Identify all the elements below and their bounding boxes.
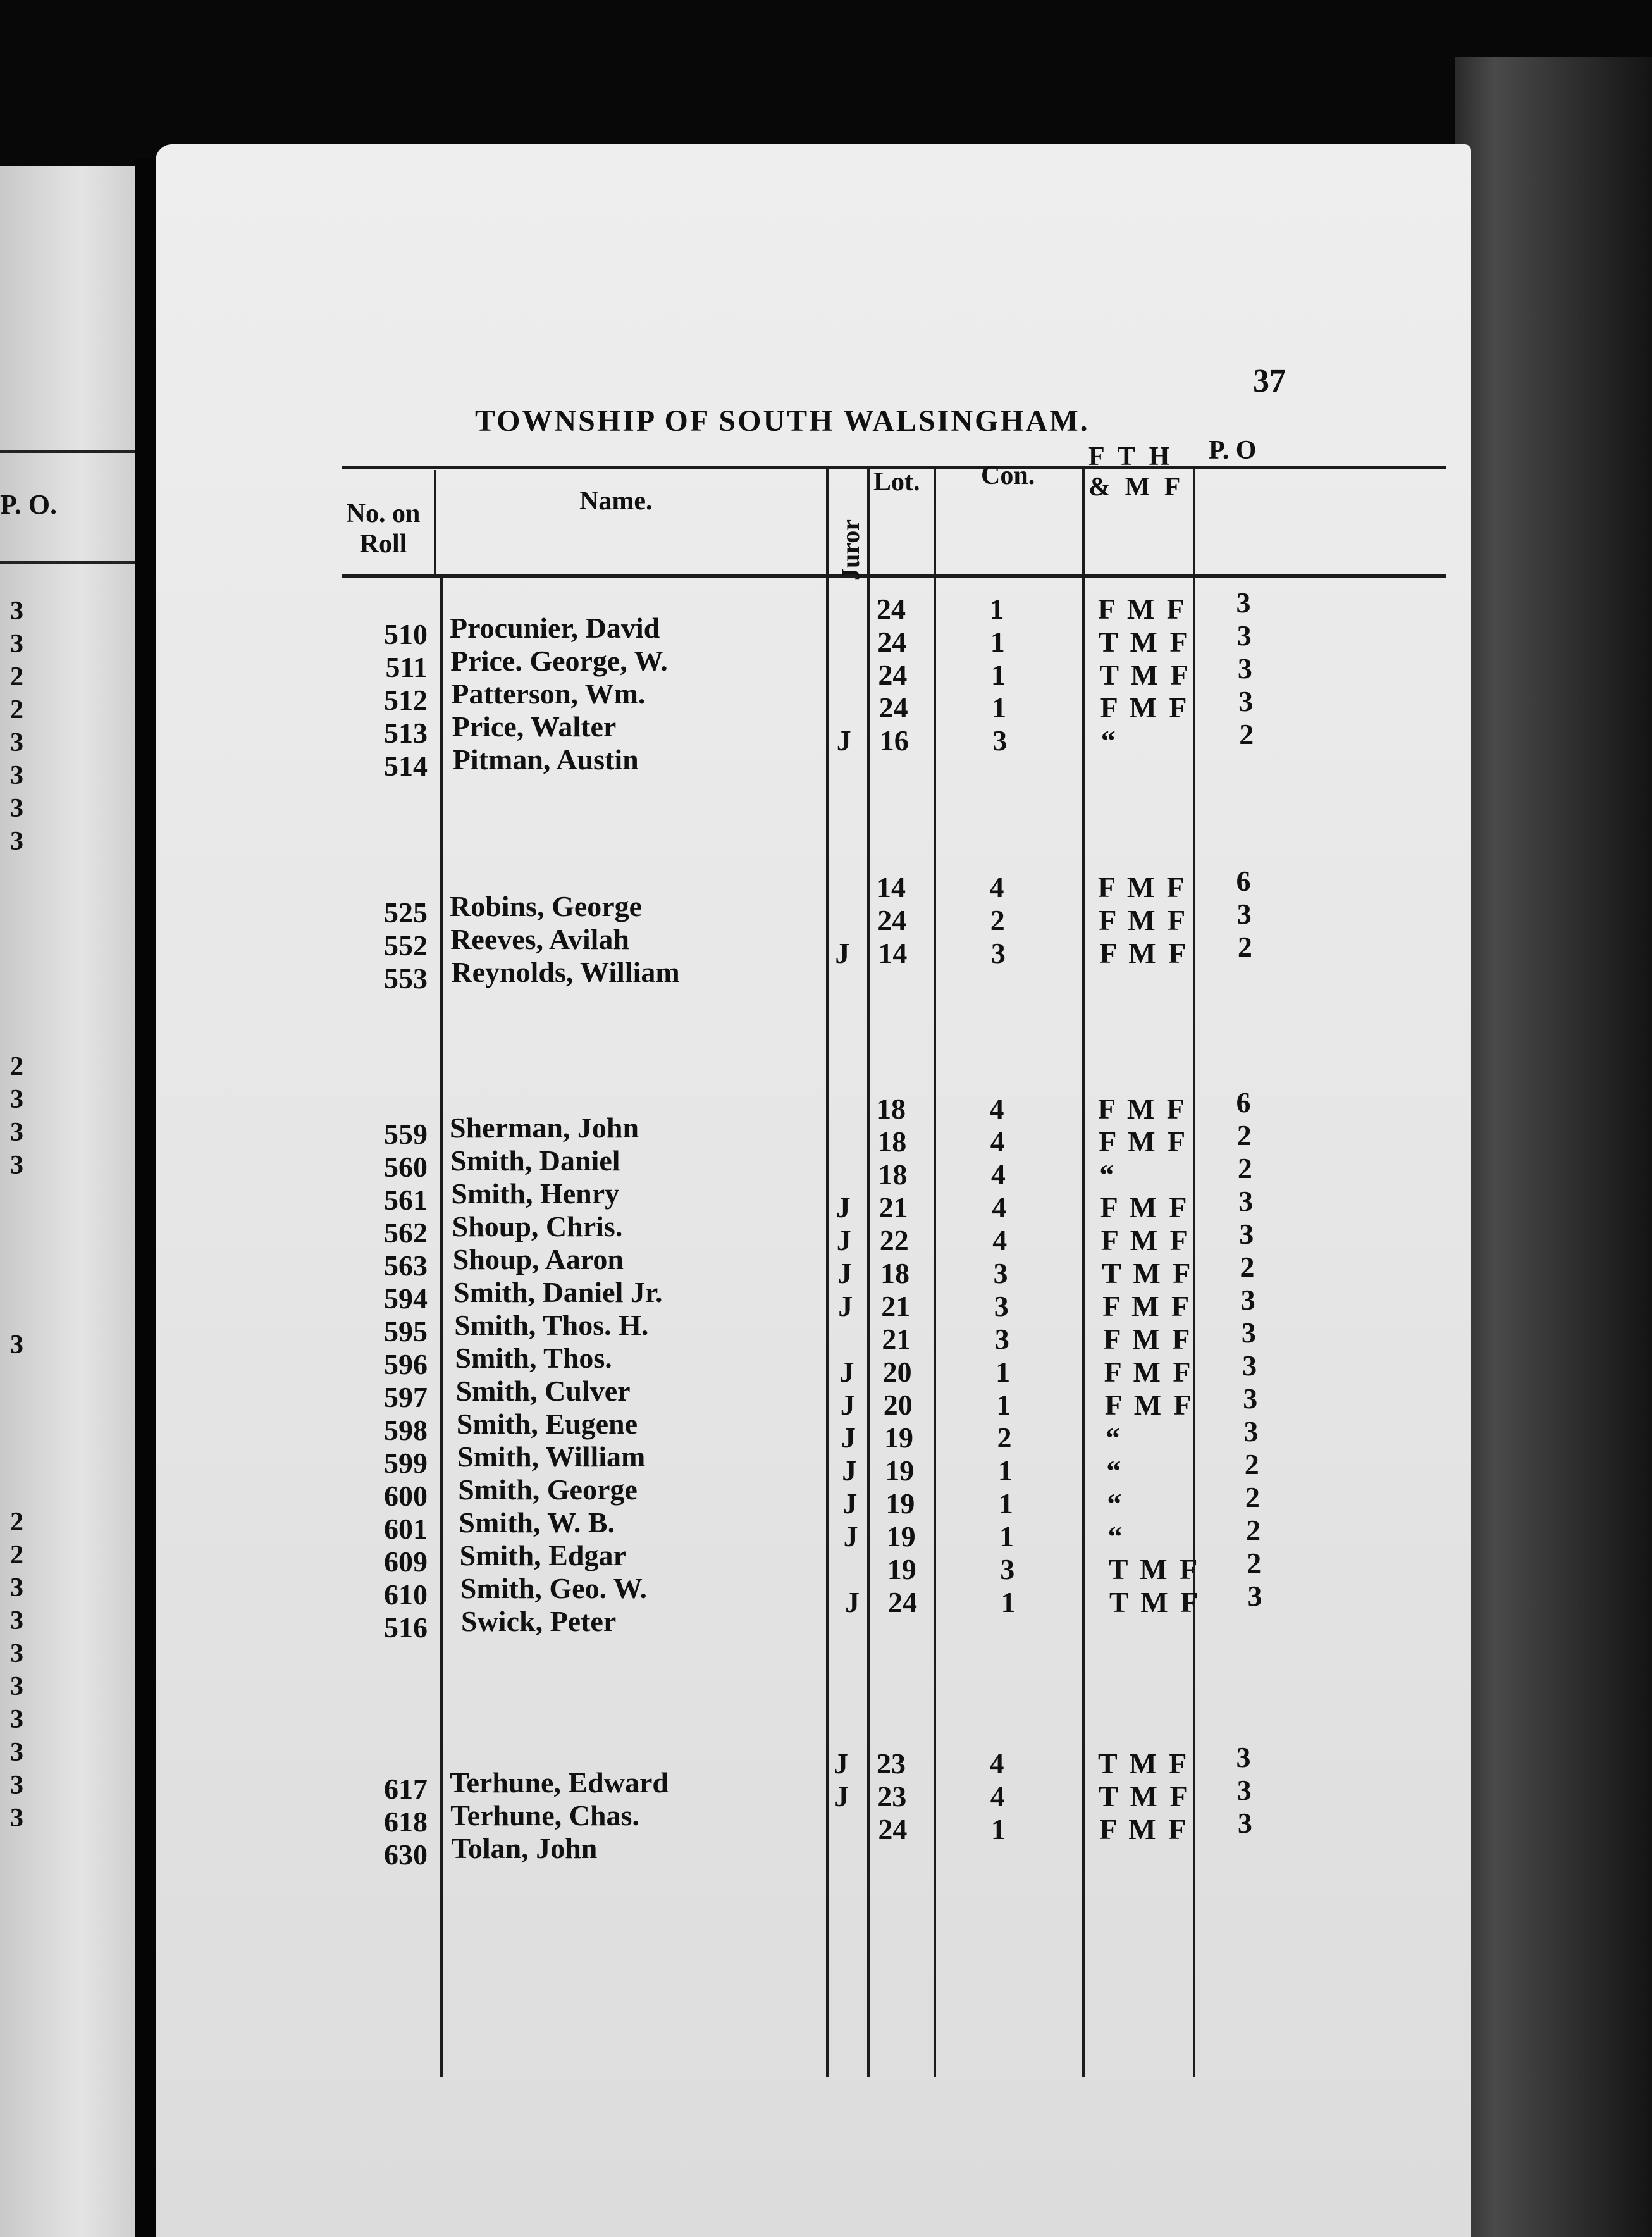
ft-left-divider: [1082, 467, 1085, 2077]
roll-number: 618: [384, 1806, 428, 1838]
lot-number: 20: [882, 1356, 912, 1388]
header-juror: Juror: [836, 519, 865, 581]
juror-mark: J: [839, 1356, 854, 1388]
header-con: Con.: [981, 461, 1035, 490]
po-number: 3: [1236, 1741, 1251, 1773]
left-rule-top: [0, 450, 135, 453]
roll-number: 525: [384, 896, 428, 929]
lot-number: 21: [882, 1323, 911, 1355]
concession-number: 3: [992, 724, 1008, 757]
entry-name: Reeves, Avilah: [450, 923, 629, 955]
ft-status: F M F: [1104, 1356, 1193, 1388]
header-ft: F T H & M F: [1088, 442, 1185, 502]
ft-status: T M F: [1108, 1553, 1200, 1585]
po-number: 2: [1237, 1152, 1252, 1184]
concession-number: 4: [990, 1125, 1005, 1158]
entry-name: Shoup, Aaron: [452, 1243, 624, 1275]
concession-number: 1: [999, 1520, 1014, 1552]
juror-mark: J: [836, 724, 851, 757]
concession-number: 1: [996, 1356, 1011, 1388]
po-number: 2: [1246, 1514, 1261, 1546]
entry-name: Terhune, Edward: [450, 1766, 669, 1799]
ft-status: F M F: [1100, 691, 1190, 724]
lot-number: 24: [888, 1586, 917, 1618]
po-number: 6: [1236, 1086, 1251, 1118]
concession-number: 1: [990, 626, 1005, 658]
lot-number: 18: [880, 1257, 909, 1289]
page-number: 37: [1253, 363, 1286, 399]
lot-number: 16: [879, 724, 909, 757]
entry-name: Sherman, John: [450, 1112, 639, 1144]
left-po-value: 3: [10, 1738, 23, 1767]
po-number: 3: [1236, 586, 1251, 619]
left-po-value: 3: [10, 827, 23, 856]
po-number: 3: [1247, 1580, 1262, 1612]
ft-status: T M F: [1098, 1747, 1190, 1780]
roll-number: 630: [384, 1838, 428, 1871]
juror-mark: J: [834, 1780, 849, 1813]
ft-status: “: [1107, 1520, 1125, 1552]
left-po-header: P. O.: [0, 489, 58, 520]
left-po-value: 3: [10, 1705, 23, 1734]
po-number: 2: [1239, 718, 1254, 750]
ft-status: F M F: [1098, 593, 1187, 625]
ft-status: “: [1107, 1487, 1125, 1520]
po-number: 3: [1241, 1317, 1256, 1349]
lot-number: 24: [877, 626, 907, 658]
roll-number: 617: [384, 1773, 428, 1805]
left-po-value: 3: [10, 629, 23, 659]
roll-number: 560: [384, 1151, 428, 1183]
ft-status: F M F: [1098, 1093, 1187, 1125]
ft-status: F M F: [1099, 937, 1189, 969]
lot-number: 23: [877, 1747, 906, 1780]
concession-number: 4: [989, 1747, 1004, 1780]
po-number: 3: [1243, 1415, 1259, 1447]
lot-number: 18: [878, 1158, 908, 1191]
concession-number: 2: [990, 904, 1005, 936]
entry-name: Robins, George: [450, 890, 643, 922]
lot-number: 24: [878, 1813, 908, 1845]
roll-number: 559: [384, 1118, 428, 1150]
header-po: P. O: [1209, 436, 1257, 465]
po-number: 2: [1237, 931, 1252, 963]
entry-name: Swick, Peter: [461, 1605, 617, 1637]
lot-number: 19: [887, 1553, 916, 1585]
po-number: 3: [1243, 1382, 1258, 1415]
ft-status: F M F: [1098, 871, 1187, 903]
lot-number: 18: [877, 1125, 907, 1158]
concession-number: 1: [1001, 1586, 1016, 1618]
lot-number: 19: [886, 1520, 916, 1552]
lot-number: 20: [883, 1389, 913, 1421]
juror-mark: J: [834, 1747, 848, 1780]
entry-name: Patterson, Wm.: [451, 678, 646, 710]
book-cover-edge: [1455, 57, 1652, 2237]
roll-number: 596: [384, 1348, 428, 1380]
ft-status: “: [1106, 1454, 1124, 1487]
ft-status: F M F: [1100, 1191, 1190, 1224]
roll-number: 514: [384, 750, 428, 782]
roll-number: 594: [384, 1282, 428, 1315]
roll-number: 563: [384, 1249, 428, 1282]
concession-number: 4: [990, 1158, 1006, 1191]
po-number: 3: [1236, 619, 1252, 652]
juror-left-divider: [826, 467, 829, 2077]
po-number: 2: [1236, 1119, 1252, 1151]
po-number: 2: [1245, 1481, 1260, 1513]
concession-number: 3: [994, 1290, 1009, 1322]
roll-number: 599: [384, 1447, 428, 1479]
left-po-value: 3: [10, 1085, 23, 1114]
roll-number: 512: [384, 684, 428, 716]
po-number: 3: [1237, 1807, 1252, 1839]
entry-name: Shoup, Chris.: [452, 1210, 623, 1242]
left-po-value: 2: [10, 695, 23, 724]
concession-number: 4: [989, 871, 1004, 903]
entry-name: Smith, Geo. W.: [460, 1572, 648, 1604]
header-lot: Lot.: [873, 468, 920, 497]
entry-name: Smith, Eugene: [456, 1408, 638, 1440]
ft-status: T M F: [1102, 1257, 1193, 1289]
concession-number: 1: [996, 1389, 1011, 1421]
entry-name: Smith, Henry: [451, 1177, 620, 1210]
juror-mark: J: [841, 1422, 856, 1454]
concession-number: 1: [990, 1813, 1006, 1845]
concession-number: 4: [992, 1191, 1007, 1224]
ft-status: F M F: [1100, 1224, 1190, 1256]
entry-name: Smith, Daniel: [450, 1144, 620, 1177]
lot-left-divider: [867, 467, 870, 2077]
lot-number: 19: [884, 1422, 913, 1454]
left-po-value: 3: [10, 728, 23, 757]
left-po-value: 3: [10, 1330, 23, 1360]
concession-number: 4: [989, 1093, 1004, 1125]
lot-number: 22: [879, 1224, 909, 1256]
ft-status: F M F: [1104, 1389, 1194, 1421]
entry-name: Pitman, Austin: [452, 743, 639, 776]
entry-name: Price, Walter: [452, 710, 617, 743]
concession-number: 1: [989, 593, 1004, 625]
roll-number: 601: [384, 1513, 428, 1545]
po-number: 3: [1238, 1185, 1254, 1217]
juror-mark: J: [835, 937, 850, 969]
entry-name: Procunier, David: [450, 612, 660, 644]
po-number: 3: [1237, 652, 1252, 685]
ft-status: F M F: [1103, 1323, 1193, 1355]
roll-number: 600: [384, 1480, 428, 1512]
juror-mark: J: [842, 1487, 858, 1520]
concession-number: 3: [993, 1257, 1008, 1289]
po-number: 3: [1242, 1349, 1257, 1382]
juror-mark: J: [836, 1224, 851, 1256]
left-po-value: 3: [10, 761, 23, 790]
roll-number: 595: [384, 1315, 428, 1348]
po-number: 6: [1236, 865, 1251, 897]
left-po-value: 3: [10, 794, 23, 823]
entry-name: Smith, Culver: [455, 1375, 631, 1407]
concession-number: 4: [990, 1780, 1005, 1813]
con-left-divider: [934, 467, 936, 2077]
concession-number: 1: [992, 691, 1007, 724]
roll-number: 513: [384, 717, 428, 749]
left-po-value: 2: [10, 1508, 23, 1537]
roll-number: 598: [384, 1414, 428, 1446]
register-page: [156, 144, 1471, 2237]
left-po-value: 2: [10, 1052, 23, 1081]
entry-name: Terhune, Chas.: [450, 1799, 639, 1831]
entry-name: Smith, Thos.: [455, 1342, 612, 1374]
roll-number: 516: [384, 1611, 428, 1644]
po-number: 3: [1238, 685, 1254, 717]
name-left-divider: [440, 574, 443, 2077]
roll-divider-head: [434, 470, 436, 574]
lot-number: 21: [881, 1290, 911, 1322]
lot-number: 24: [877, 904, 907, 936]
header-bottom-rule: [342, 574, 1446, 578]
book-spine: [135, 158, 156, 2237]
ft-status: F M F: [1099, 904, 1188, 936]
concession-number: 3: [994, 1323, 1009, 1355]
roll-number: 510: [384, 618, 428, 650]
ft-status: T M F: [1109, 1586, 1201, 1618]
left-po-value: 3: [10, 1771, 23, 1800]
left-page-fragment: [0, 166, 135, 2237]
left-po-value: 3: [10, 1151, 23, 1180]
left-rule-header: [0, 561, 135, 564]
roll-number: 552: [384, 929, 428, 962]
page-title: TOWNSHIP OF SOUTH WALSINGHAM.: [475, 404, 1090, 438]
entry-name: Price. George, W.: [450, 645, 668, 677]
header-name: Name.: [579, 486, 653, 516]
entry-name: Reynolds, William: [451, 956, 680, 988]
po-number: 2: [1247, 1547, 1262, 1579]
ft-status: F M F: [1099, 1813, 1189, 1845]
left-po-value: 3: [10, 1639, 23, 1668]
lot-number: 24: [878, 691, 908, 724]
juror-mark: J: [845, 1586, 860, 1618]
lot-number: 24: [878, 659, 908, 691]
left-po-value: 3: [10, 1804, 23, 1833]
left-po-value: 3: [10, 1672, 23, 1701]
po-number: 3: [1239, 1218, 1254, 1250]
concession-number: 1: [998, 1487, 1013, 1520]
po-number: 3: [1240, 1284, 1255, 1316]
lot-number: 14: [878, 937, 908, 969]
ft-status: T M F: [1099, 626, 1190, 658]
ft-status: F M F: [1099, 1125, 1188, 1158]
lot-number: 19: [885, 1454, 915, 1487]
header-roll: No. on Roll: [346, 499, 421, 559]
entry-name: Smith, William: [457, 1441, 646, 1473]
left-po-value: 3: [10, 1573, 23, 1602]
entry-name: Smith, W. B.: [459, 1506, 615, 1539]
left-po-value: 3: [10, 597, 23, 626]
roll-number: 609: [384, 1546, 428, 1578]
left-po-value: 3: [10, 1606, 23, 1635]
lot-number: 19: [885, 1487, 915, 1520]
juror-mark: J: [840, 1389, 855, 1421]
juror-mark: J: [842, 1454, 857, 1487]
ft-status: “: [1100, 724, 1118, 757]
juror-mark: J: [835, 1191, 851, 1224]
po-left-divider: [1193, 467, 1195, 2077]
entry-name: Smith, George: [458, 1473, 638, 1506]
lot-number: 14: [877, 871, 906, 903]
entry-name: Smith, Daniel Jr.: [453, 1276, 663, 1308]
concession-number: 2: [997, 1422, 1012, 1454]
ft-status: T M F: [1099, 1780, 1190, 1813]
roll-number: 597: [384, 1381, 428, 1413]
po-number: 2: [1244, 1448, 1259, 1480]
ft-status: F M F: [1102, 1290, 1192, 1322]
po-number: 3: [1236, 898, 1252, 930]
juror-mark: J: [843, 1520, 858, 1552]
ft-status: T M F: [1099, 659, 1191, 691]
concession-number: 1: [997, 1454, 1013, 1487]
ft-status: “: [1099, 1158, 1117, 1191]
entry-name: Smith, Thos. H.: [454, 1309, 649, 1341]
left-po-value: 2: [10, 1540, 23, 1570]
roll-number: 561: [384, 1184, 428, 1216]
concession-number: 3: [1000, 1553, 1015, 1585]
concession-number: 1: [990, 659, 1006, 691]
roll-number: 553: [384, 962, 428, 995]
entry-name: Smith, Edgar: [459, 1539, 626, 1571]
roll-number: 610: [384, 1578, 428, 1611]
concession-number: 3: [990, 937, 1006, 969]
lot-number: 24: [877, 593, 906, 625]
entry-name: Tolan, John: [451, 1832, 598, 1864]
lot-number: 18: [877, 1093, 906, 1125]
po-number: 3: [1236, 1774, 1252, 1806]
left-po-value: 3: [10, 1118, 23, 1147]
juror-mark: J: [838, 1290, 853, 1322]
concession-number: 4: [992, 1224, 1008, 1256]
lot-number: 21: [878, 1191, 908, 1224]
roll-number: 511: [385, 651, 428, 683]
left-po-value: 2: [10, 662, 23, 691]
po-number: 2: [1240, 1251, 1255, 1283]
juror-mark: J: [837, 1257, 852, 1289]
lot-number: 23: [877, 1780, 907, 1813]
ft-status: “: [1106, 1422, 1123, 1454]
roll-number: 562: [384, 1217, 428, 1249]
